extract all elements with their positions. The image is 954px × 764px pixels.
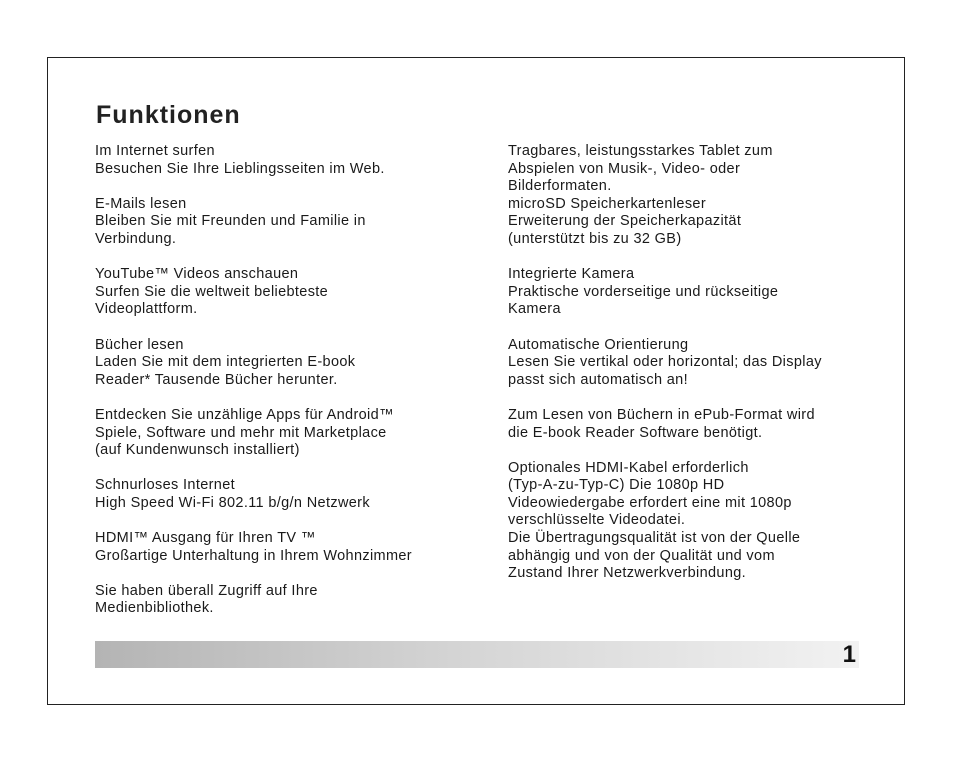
feature-heading: Im Internet surfen [95,143,215,159]
page-title: Funktionen [96,101,241,129]
feature-text: Spiele, Software und mehr mit Marketplace [95,424,387,441]
feature-text: Erweiterung der Speicherkapazität [508,213,742,230]
feature-heading: HDMI™ Ausgang für Ihren TV ™ [95,530,316,547]
feature-text: die E-book Reader Software benötigt. [508,424,763,441]
feature-text: Abspielen von Musik-, Video- oder [508,160,741,177]
feature-heading: Automatische Orientierung [508,336,689,353]
feature-text: Reader* Tausende Bücher herunter. [95,371,338,388]
feature-text: Videoplattform. [95,301,198,318]
feature-text: High Speed Wi-Fi 802.11 b/g/n Netzwerk [95,494,370,511]
feature-text: (unterstützt bis zu 32 GB) [508,230,682,247]
feature-text: (Typ-A-zu-Typ-C) Die 1080p HD [508,477,725,494]
feature-text: Besuchen Sie Ihre Lieblingsseiten im Web. [95,160,385,177]
feature-text: Großartige Unterhaltung in Ihrem Wohnzimmer [95,547,412,564]
feature-text: abhängig und von der Qualität und vom [508,547,775,564]
feature-heading: Sie haben überall Zugriff auf Ihre [95,582,318,599]
feature-text: Zustand Ihrer Netzwerkverbindung. [508,565,747,582]
feature-text: Medienbibliothek. [95,600,214,617]
feature-heading: YouTube™ Videos anschauen [95,266,299,283]
feature-text: Bleiben Sie mit Freunden und Familie in [95,213,366,230]
feature-text: Lesen Sie vertikal oder horizontal; das Display [508,354,822,371]
feature-heading: Zum Lesen von Büchern in ePub-Format wird [508,406,815,423]
page-number: 1 [842,641,856,668]
feature-text: (auf Kundenwunsch installiert) [95,442,300,459]
feature-text: Laden Sie mit dem integrierten E-book [95,354,356,371]
feature-block [508,460,878,583]
feature-block [95,196,475,249]
feature-text: Kamera [508,301,561,318]
feature-block [95,143,475,178]
feature-text: passt sich automatisch an! [508,371,688,388]
feature-heading: Bücher lesen [95,336,184,353]
feature-text: Verbindung. [95,230,177,247]
feature-block [508,266,878,319]
feature-block [95,266,475,319]
right-column [508,143,878,600]
feature-heading: Integrierte Kamera [508,266,635,283]
feature-block [95,407,475,460]
feature-block [508,407,878,442]
feature-text: microSD Speicherkartenleser [508,195,707,212]
feature-heading: Schnurloses Internet [95,477,235,494]
feature-text: Praktische vorderseitige und rückseitige [508,283,779,300]
feature-heading: Entdecken Sie unzählige Apps für Android™ [95,406,394,423]
feature-block [95,337,475,390]
left-column [95,143,475,636]
feature-text: verschlüsselte Videodatei. [508,512,686,529]
footer-bar [95,641,859,668]
feature-block [95,530,475,565]
feature-text: Videowiedergabe erfordert eine mit 1080p [508,494,792,511]
feature-text: Die Übertragungsqualität ist von der Quelle [508,530,801,547]
feature-text: Surfen Sie die weltweit beliebteste [95,283,329,300]
feature-heading: Tragbares, leistungsstarkes Tablet zum [508,143,773,159]
feature-block [95,477,475,512]
feature-text: Bilderformaten. [508,178,612,195]
feature-block [95,583,475,618]
feature-block [508,143,878,249]
feature-heading: E-Mails lesen [95,195,187,212]
feature-block [508,337,878,390]
feature-heading: Optionales HDMI-Kabel erforderlich [508,459,749,476]
